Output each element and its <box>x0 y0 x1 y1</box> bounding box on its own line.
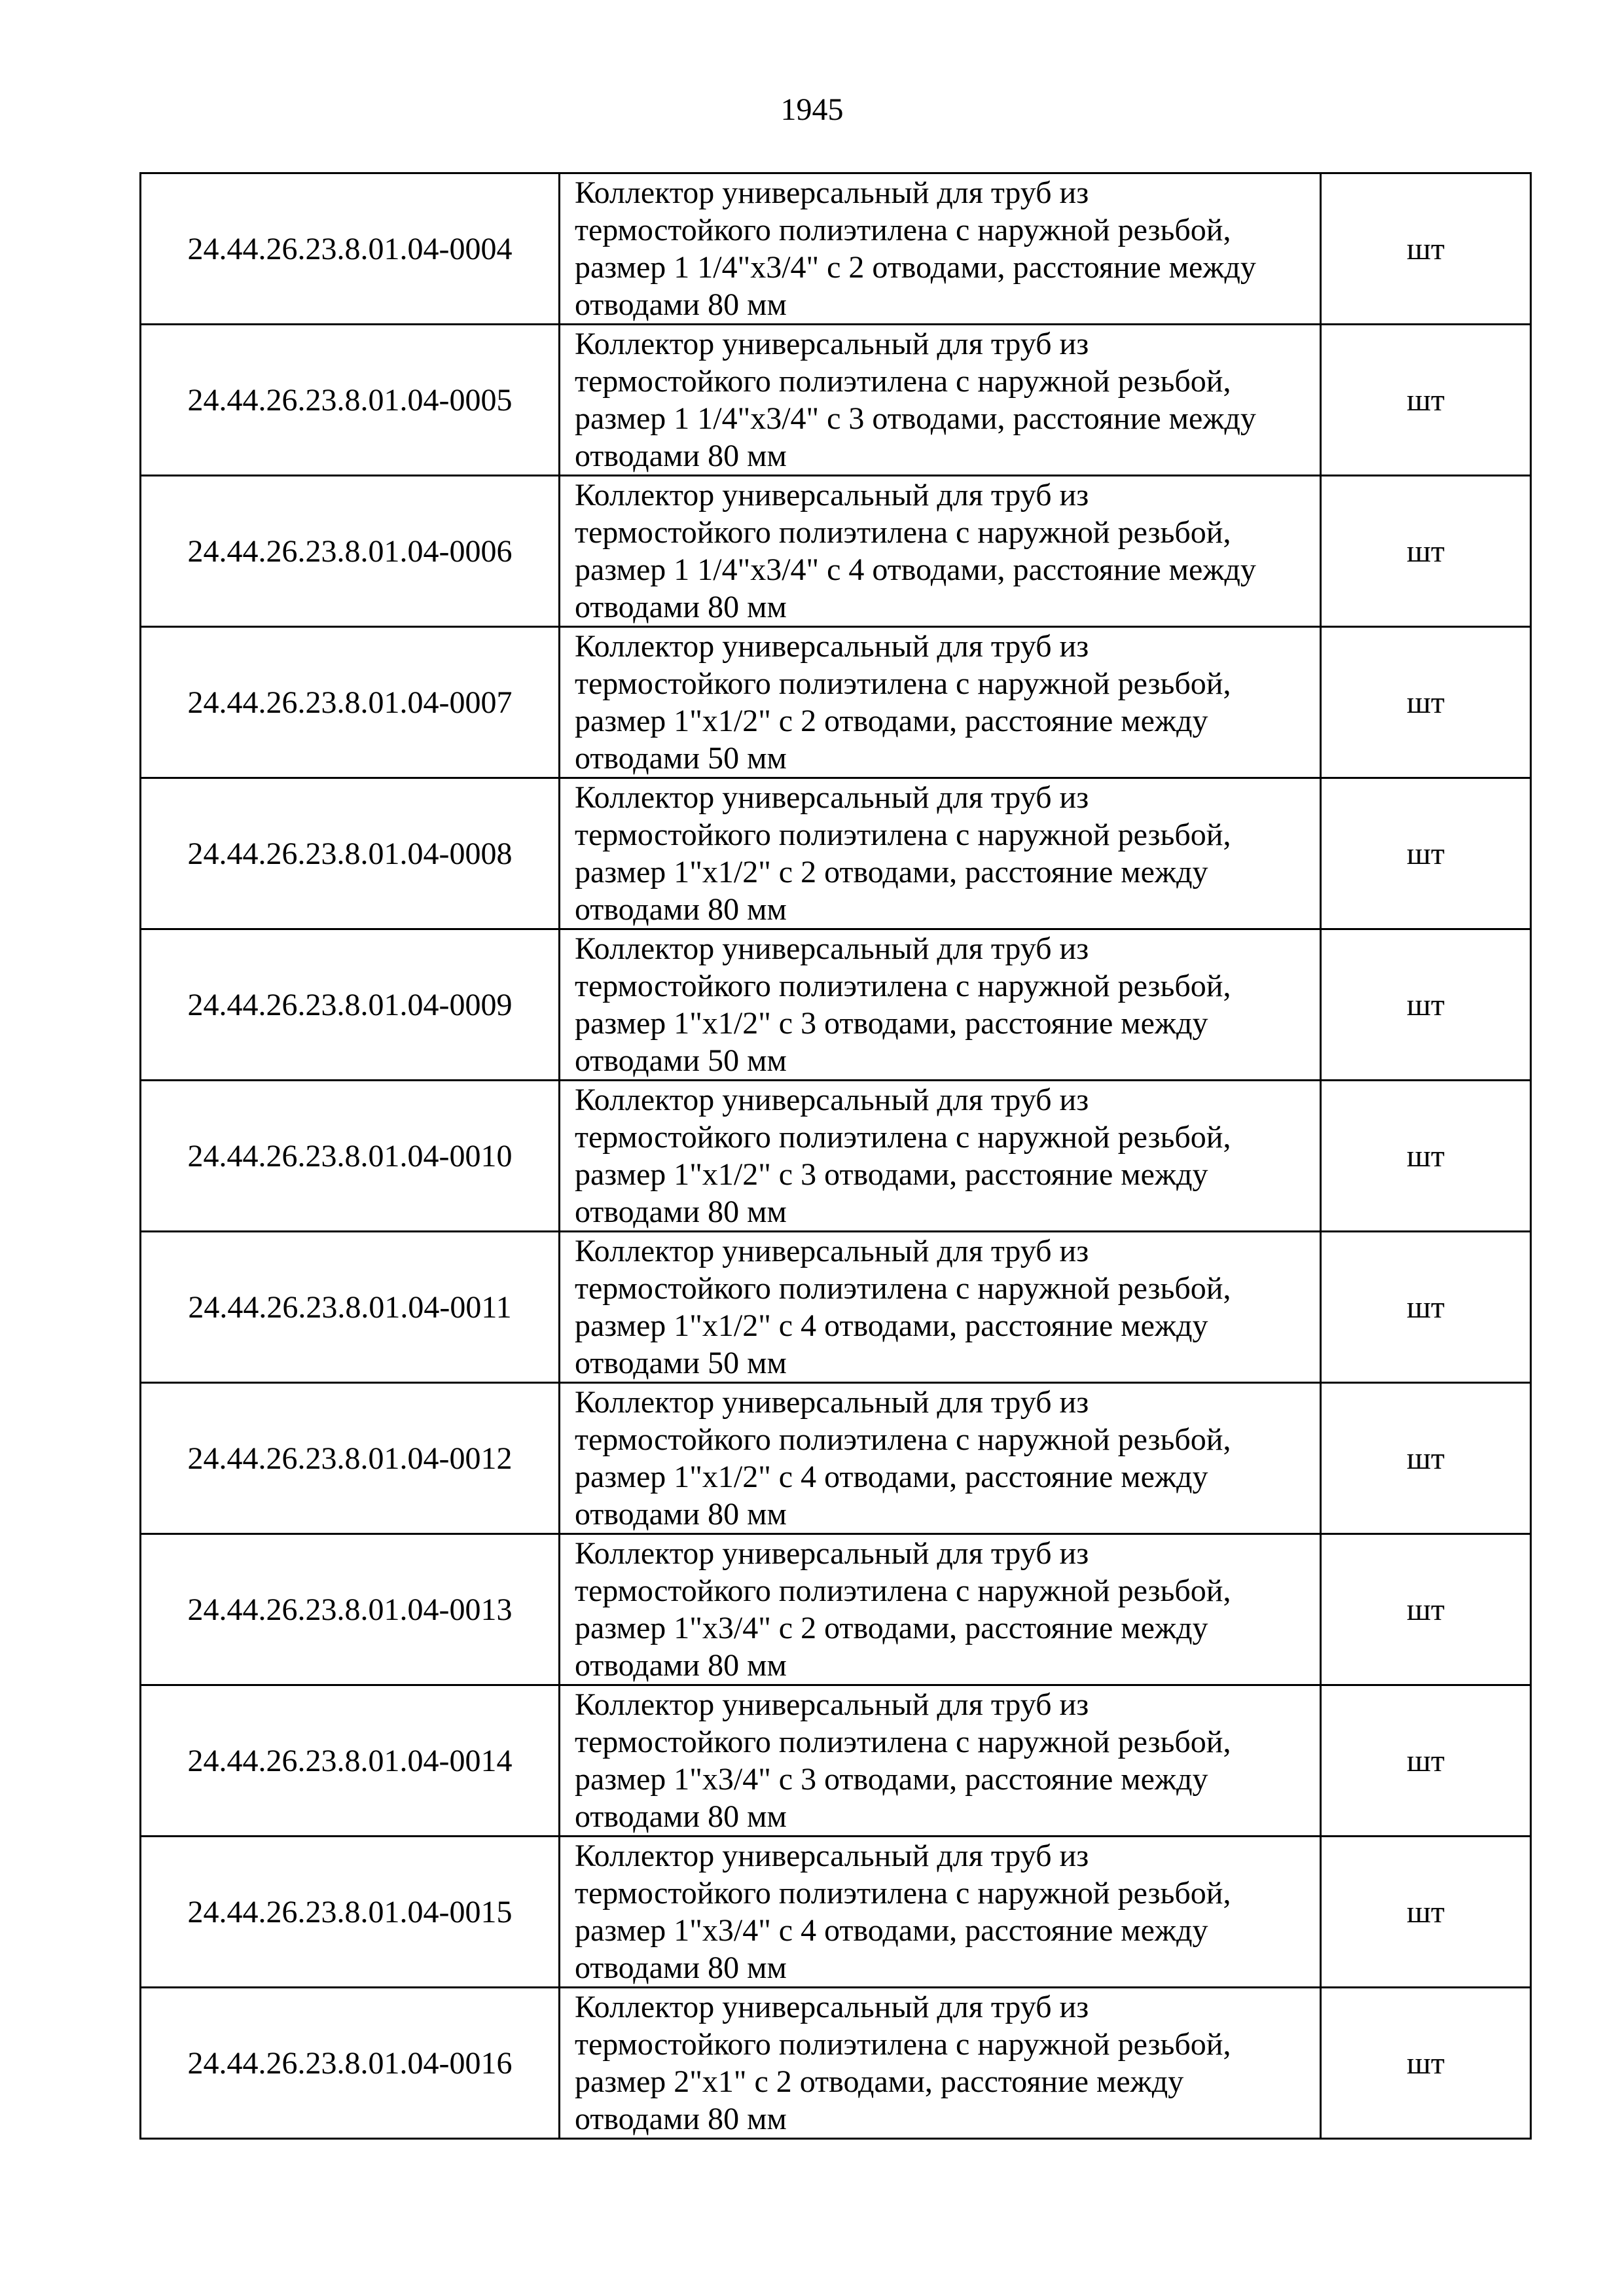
resource-description-cell <box>560 627 1321 778</box>
description-line: Коллектор универсальный для труб из <box>575 175 1089 210</box>
description-line: размер 1"x3/4" с 4 отводами, расстояние между <box>575 1913 1208 1948</box>
resource-description-cell <box>560 1837 1321 1988</box>
description-line: отводами 50 мм <box>575 1346 787 1380</box>
table-row <box>141 1383 1531 1534</box>
unit-cell: шт <box>1321 1383 1531 1534</box>
resource-description-cell <box>560 476 1321 627</box>
unit-cell: шт <box>1321 929 1531 1081</box>
unit-cell: шт <box>1321 476 1531 627</box>
description-line: отводами 80 мм <box>575 1497 787 1532</box>
unit-cell: шт <box>1321 1685 1531 1837</box>
table-row <box>141 778 1531 929</box>
table-row <box>141 627 1531 778</box>
resource-description-cell <box>560 1081 1321 1232</box>
description-line: Коллектор универсальный для труб из <box>575 780 1089 815</box>
description-line: размер 1 1/4"x3/4" с 3 отводами, расстояние между <box>575 401 1256 436</box>
description-line: термостойкого полиэтилена с наружной резьбой, <box>575 1120 1231 1155</box>
resource-description-cell <box>560 1383 1321 1534</box>
resource-code-cell: 24.44.26.23.8.01.04-0016 <box>141 1988 560 2139</box>
description-line: Коллектор универсальный для труб из <box>575 931 1089 966</box>
description-line: Коллектор универсальный для труб из <box>575 1083 1089 1117</box>
resource-code-cell: 24.44.26.23.8.01.04-0015 <box>141 1837 560 1988</box>
resource-code-cell: 24.44.26.23.8.01.04-0005 <box>141 325 560 476</box>
description-line: Коллектор универсальный для труб из <box>575 1385 1089 1420</box>
description-line: размер 2"x1" с 2 отводами, расстояние между <box>575 2064 1184 2099</box>
description-line: термостойкого полиэтилена с наружной резьбой, <box>575 1725 1231 1759</box>
resource-code-cell: 24.44.26.23.8.01.04-0007 <box>141 627 560 778</box>
resource-code-cell: 24.44.26.23.8.01.04-0010 <box>141 1081 560 1232</box>
resource-code-cell: 24.44.26.23.8.01.04-0014 <box>141 1685 560 1837</box>
description-line: отводами 80 мм <box>575 590 787 624</box>
description-line: термостойкого полиэтилена с наружной резьбой, <box>575 666 1231 701</box>
description-line: Коллектор универсальный для труб из <box>575 629 1089 664</box>
description-line: размер 1"x3/4" с 2 отводами, расстояние между <box>575 1611 1208 1645</box>
table-row <box>141 1081 1531 1232</box>
description-line: термостойкого полиэтилена с наружной резьбой, <box>575 213 1231 247</box>
table-row <box>141 1534 1531 1685</box>
unit-cell: шт <box>1321 325 1531 476</box>
description-line: размер 1"x1/2" с 3 отводами, расстояние между <box>575 1157 1208 1192</box>
resource-table <box>139 172 1532 2140</box>
description-line: термостойкого полиэтилена с наружной резьбой, <box>575 1876 1231 1910</box>
unit-cell: шт <box>1321 778 1531 929</box>
page-number: 1945 <box>780 92 844 127</box>
unit-cell: шт <box>1321 173 1531 325</box>
description-line: размер 1 1/4"x3/4" с 4 отводами, расстояние между <box>575 552 1256 587</box>
resource-code-cell: 24.44.26.23.8.01.04-0011 <box>141 1232 560 1383</box>
description-line: термостойкого полиэтилена с наружной резьбой, <box>575 1422 1231 1457</box>
description-line: размер 1"x1/2" с 3 отводами, расстояние между <box>575 1006 1208 1041</box>
table-row <box>141 173 1531 325</box>
description-line: термостойкого полиэтилена с наружной резьбой, <box>575 364 1231 399</box>
description-line: размер 1"x1/2" с 2 отводами, расстояние между <box>575 704 1208 738</box>
description-line: Коллектор универсальный для труб из <box>575 327 1089 361</box>
description-line: Коллектор универсальный для труб из <box>575 1687 1089 1722</box>
table-body <box>141 173 1531 2139</box>
table-row <box>141 929 1531 1081</box>
resource-code-cell: 24.44.26.23.8.01.04-0013 <box>141 1534 560 1685</box>
table-row <box>141 1988 1531 2139</box>
description-line: Коллектор универсальный для труб из <box>575 1990 1089 2024</box>
resource-description-cell <box>560 173 1321 325</box>
description-line: отводами 80 мм <box>575 2102 787 2136</box>
resource-description-cell <box>560 1685 1321 1837</box>
description-line: отводами 80 мм <box>575 1194 787 1229</box>
description-line: термостойкого полиэтилена с наружной резьбой, <box>575 969 1231 1003</box>
table-row <box>141 476 1531 627</box>
table-row <box>141 1685 1531 1837</box>
resource-description-cell <box>560 325 1321 476</box>
description-line: Коллектор универсальный для труб из <box>575 1536 1089 1571</box>
description-line: отводами 80 мм <box>575 892 787 927</box>
resource-description-cell <box>560 1988 1321 2139</box>
unit-cell: шт <box>1321 1232 1531 1383</box>
description-line: отводами 80 мм <box>575 1799 787 1834</box>
resource-description-cell <box>560 1232 1321 1383</box>
description-line: термостойкого полиэтилена с наружной резьбой, <box>575 515 1231 550</box>
description-line: термостойкого полиэтилена с наружной резьбой, <box>575 817 1231 852</box>
description-line: отводами 50 мм <box>575 1043 787 1078</box>
resource-description-cell <box>560 929 1321 1081</box>
resource-code-cell: 24.44.26.23.8.01.04-0009 <box>141 929 560 1081</box>
resource-description-cell <box>560 1534 1321 1685</box>
description-line: Коллектор универсальный для труб из <box>575 1839 1089 1873</box>
description-line: отводами 50 мм <box>575 741 787 776</box>
description-line: отводами 80 мм <box>575 439 787 473</box>
description-line: отводами 80 мм <box>575 1950 787 1985</box>
description-line: термостойкого полиэтилена с наружной резьбой, <box>575 1573 1231 1608</box>
unit-cell: шт <box>1321 1988 1531 2139</box>
description-line: отводами 80 мм <box>575 287 787 322</box>
description-line: отводами 80 мм <box>575 1648 787 1683</box>
unit-cell: шт <box>1321 1081 1531 1232</box>
resource-code-cell: 24.44.26.23.8.01.04-0012 <box>141 1383 560 1534</box>
unit-cell: шт <box>1321 1837 1531 1988</box>
description-line: размер 1"x1/2" с 4 отводами, расстояние между <box>575 1460 1208 1494</box>
resource-description-cell <box>560 778 1321 929</box>
description-line: размер 1 1/4"x3/4" с 2 отводами, расстояние между <box>575 250 1256 285</box>
resource-code-cell: 24.44.26.23.8.01.04-0008 <box>141 778 560 929</box>
resource-code-cell: 24.44.26.23.8.01.04-0006 <box>141 476 560 627</box>
description-line: размер 1"x1/2" с 2 отводами, расстояние между <box>575 855 1208 889</box>
table-row <box>141 1837 1531 1988</box>
table-row <box>141 325 1531 476</box>
resource-code-cell: 24.44.26.23.8.01.04-0004 <box>141 173 560 325</box>
description-line: Коллектор универсальный для труб из <box>575 1234 1089 1268</box>
description-line: термостойкого полиэтилена с наружной резьбой, <box>575 1271 1231 1306</box>
description-line: размер 1"x3/4" с 3 отводами, расстояние между <box>575 1762 1208 1797</box>
unit-cell: шт <box>1321 627 1531 778</box>
table-row <box>141 1232 1531 1383</box>
description-line: термостойкого полиэтилена с наружной резьбой, <box>575 2027 1231 2062</box>
description-line: размер 1"x1/2" с 4 отводами, расстояние между <box>575 1308 1208 1343</box>
description-line: Коллектор универсальный для труб из <box>575 478 1089 512</box>
unit-cell: шт <box>1321 1534 1531 1685</box>
